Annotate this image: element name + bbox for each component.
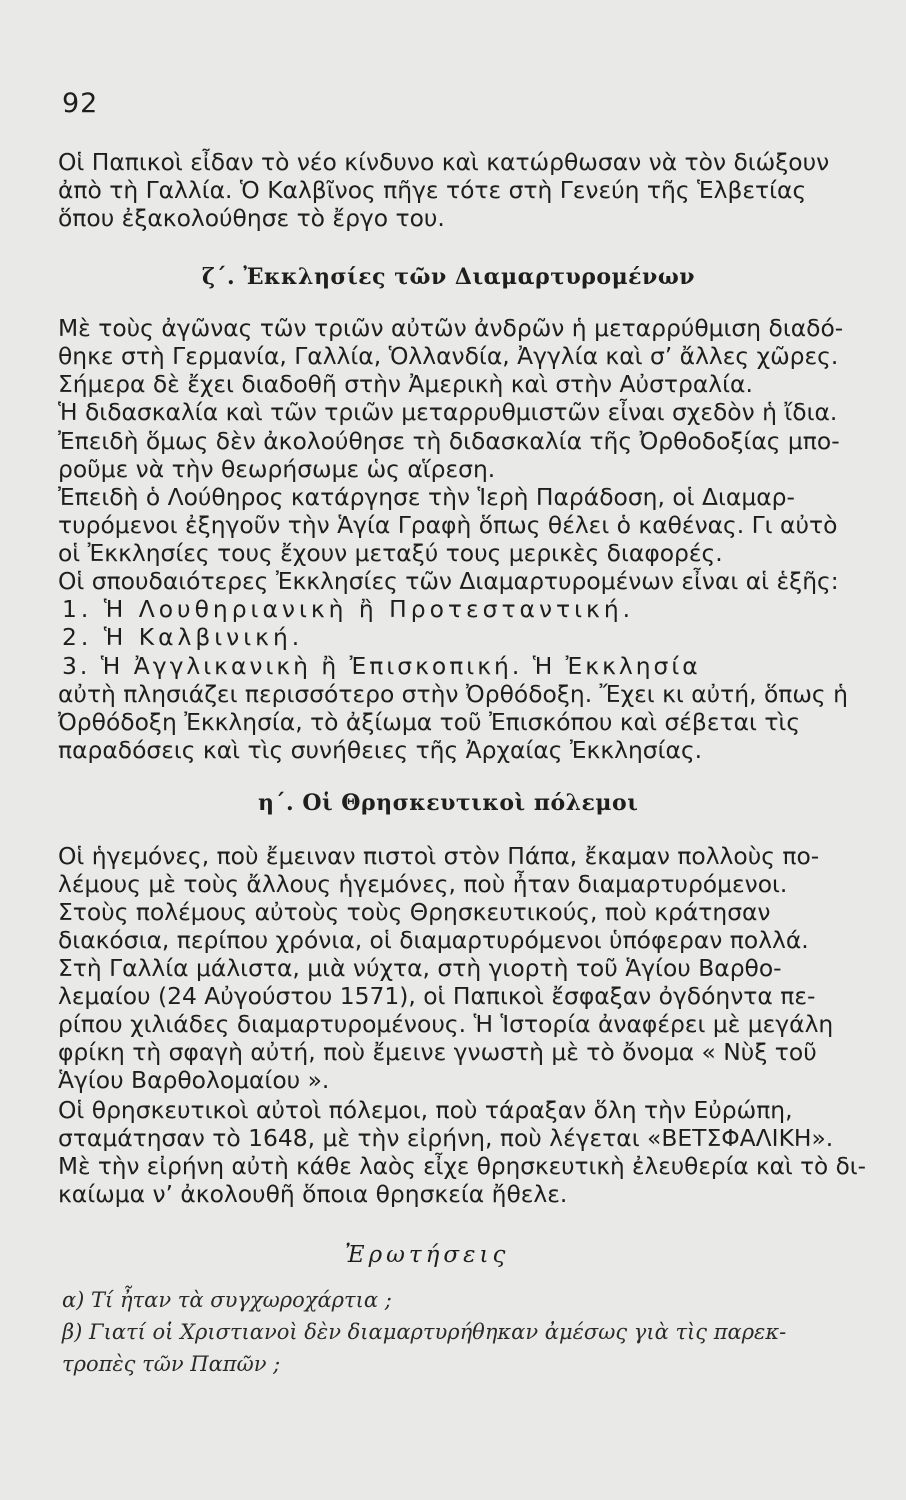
text-line: Στὴ Γαλλία μάλιστα, μιὰ νύχτα, στὴ γιορτὴ τοῦ Ἁγίου Βαρθο- (58, 954, 782, 982)
text-line: διακόσια, περίπου χρόνια, οἱ διαμαρτυρόμενοι ὑπόφεραν πολλά. (58, 926, 809, 954)
text-line: Οἱ σπουδαιότερες Ἐκκλησίες τῶν Διαμαρτυρομένων εἶναι αἱ ἑξῆς: (58, 567, 839, 595)
list-item: 1. Ἡ Λουθηριανικὴ ἢ Προτεσταντική. (62, 595, 635, 623)
question-item: α) Τί ἦταν τὰ συγχωροχάρτια ; (62, 1288, 392, 1312)
text-line: Στοὺς πολέμους αὐτοὺς τοὺς Θρησκευτικούς, ποὺ κράτησαν (58, 898, 771, 926)
text-line: λέμους μὲ τοὺς ἄλλους ἡγεμόνες, ποὺ ἦταν διαμαρτυρόμενοι. (58, 870, 788, 898)
text-line: φρίκη τὴ σφαγὴ αὐτή, ποὺ ἔμεινε γνωστὴ μὲ τὸ ὄνομα « Νὺξ τοῦ (58, 1038, 817, 1066)
text-line: αὐτὴ πλησιάζει περισσότερο στὴν Ὀρθόδοξη. Ἔχει κι αὐτή, ὅπως ἡ (58, 680, 848, 708)
question-item: β) Γιατί οἱ Χριστιανοὶ δὲν διαμαρτυρήθηκαν ἀμέσως γιὰ τὶς παρεκ- (62, 1320, 787, 1344)
text-line: Οἱ Παπικοὶ εἶδαν τὸ νέο κίνδυνο καὶ κατώρθωσαν νὰ τὸν διώξουν (58, 148, 830, 176)
section-heading-protestant-churches: ζ΄. Ἐκκλησίες τῶν Διαμαρτυρομένων (202, 264, 696, 290)
section-heading-religious-wars: η΄. Οἱ Θρησκευτικοὶ πόλεμοι (258, 790, 639, 816)
list-item: 3. Ἡ Ἀγγλικανικὴ ἢ Ἐπισκοπική. Ἡ Ἐκκλησία (62, 652, 701, 680)
text-line: Μὲ τοὺς ἀγῶνας τῶν τριῶν αὐτῶν ἀνδρῶν ἡ μεταρρύθμιση διαδό- (58, 314, 844, 342)
text-line: Ἁγίου Βαρθολομαίου ». (58, 1066, 330, 1094)
text-line: ροῦμε νὰ τὴν θεωρήσωμε ὡς αἵρεση. (58, 455, 496, 483)
text-line: Σήμερα δὲ ἔχει διαδοθῆ στὴν Ἀμερικὴ καὶ στὴν Αὐστραλία. (58, 370, 753, 398)
text-line: Ἐπειδὴ ὁ Λούθηρος κατάργησε τὴν Ἱερὴ Παράδοση, οἱ Διαμαρ- (58, 483, 795, 511)
text-line: Μὲ τὴν εἰρήνη αὐτὴ κάθε λαὸς εἶχε θρησκευτικὴ ἐλευθερία καὶ τὸ δι- (58, 1152, 866, 1180)
page-number: 92 (62, 88, 99, 119)
questions-heading: Ἐρωτήσεις (345, 1242, 510, 1268)
text-line: Οἱ θρησκευτικοὶ αὐτοὶ πόλεμοι, ποὺ τάραξαν ὅλη τὴν Εὐρώπη, (58, 1096, 793, 1124)
text-line: ὅπου ἐξακολούθησε τὸ ἔργο του. (58, 204, 445, 232)
text-line: ἀπὸ τὴ Γαλλία. Ὁ Καλβῖνος πῆγε τότε στὴ Γενεύη τῆς Ἑλβετίας (58, 176, 807, 204)
list-item: 2. Ἡ Καλβινική. (62, 623, 304, 651)
text-line: Ἡ διδασκαλία καὶ τῶν τριῶν μεταρρυθμιστῶν εἶναι σχεδὸν ἡ ἴδια. (58, 398, 838, 426)
text-line: λεμαίου (24 Αὐγούστου 1571), οἱ Παπικοὶ ἔσφαξαν ὀγδόηντα πε- (58, 982, 816, 1010)
text-line: θηκε στὴ Γερμανία, Γαλλία, Ὁλλανδία, Ἀγγλία καὶ σ’ ἄλλες χῶρες. (58, 342, 839, 370)
text-line: ρίπου χιλιάδες διαμαρτυρομένους. Ἡ Ἱστορία ἀναφέρει μὲ μεγάλη (58, 1010, 834, 1038)
text-line: τυρόμενοι ἐξηγοῦν τὴν Ἁγία Γραφὴ ὅπως θέλει ὁ καθένας. Γι αὐτὸ (58, 511, 838, 539)
question-item: τροπὲς τῶν Παπῶν ; (62, 1352, 281, 1376)
text-line: οἱ Ἐκκλησίες τους ἔχουν μεταξύ τους μερικὲς διαφορές. (58, 539, 723, 567)
text-line: καίωμα ν’ ἀκολουθῆ ὅποια θρησκεία ἤθελε. (58, 1180, 568, 1208)
text-line: σταμάτησαν τὸ 1648, μὲ τὴν εἰρήνη, ποὺ λέγεται «ΒΕΤΣΦΑΛΙΚΗ». (58, 1124, 834, 1152)
text-line: Οἱ ἡγεμόνες, ποὺ ἔμειναν πιστοὶ στὸν Πάπα, ἔκαμαν πολλοὺς πο- (58, 842, 820, 870)
text-line: Ἐπειδὴ ὅμως δὲν ἀκολούθησε τὴ διδασκαλία τῆς Ὀρθοδοξίας μπο- (58, 427, 840, 455)
text-line: παραδόσεις καὶ τὶς συνήθειες τῆς Ἀρχαίας Ἐκκλησίας. (58, 736, 703, 764)
text-line: Ὀρθόδοξη Ἐκκλησία, τὸ ἀξίωμα τοῦ Ἐπισκόπου καὶ σέβεται τὶς (58, 708, 801, 736)
